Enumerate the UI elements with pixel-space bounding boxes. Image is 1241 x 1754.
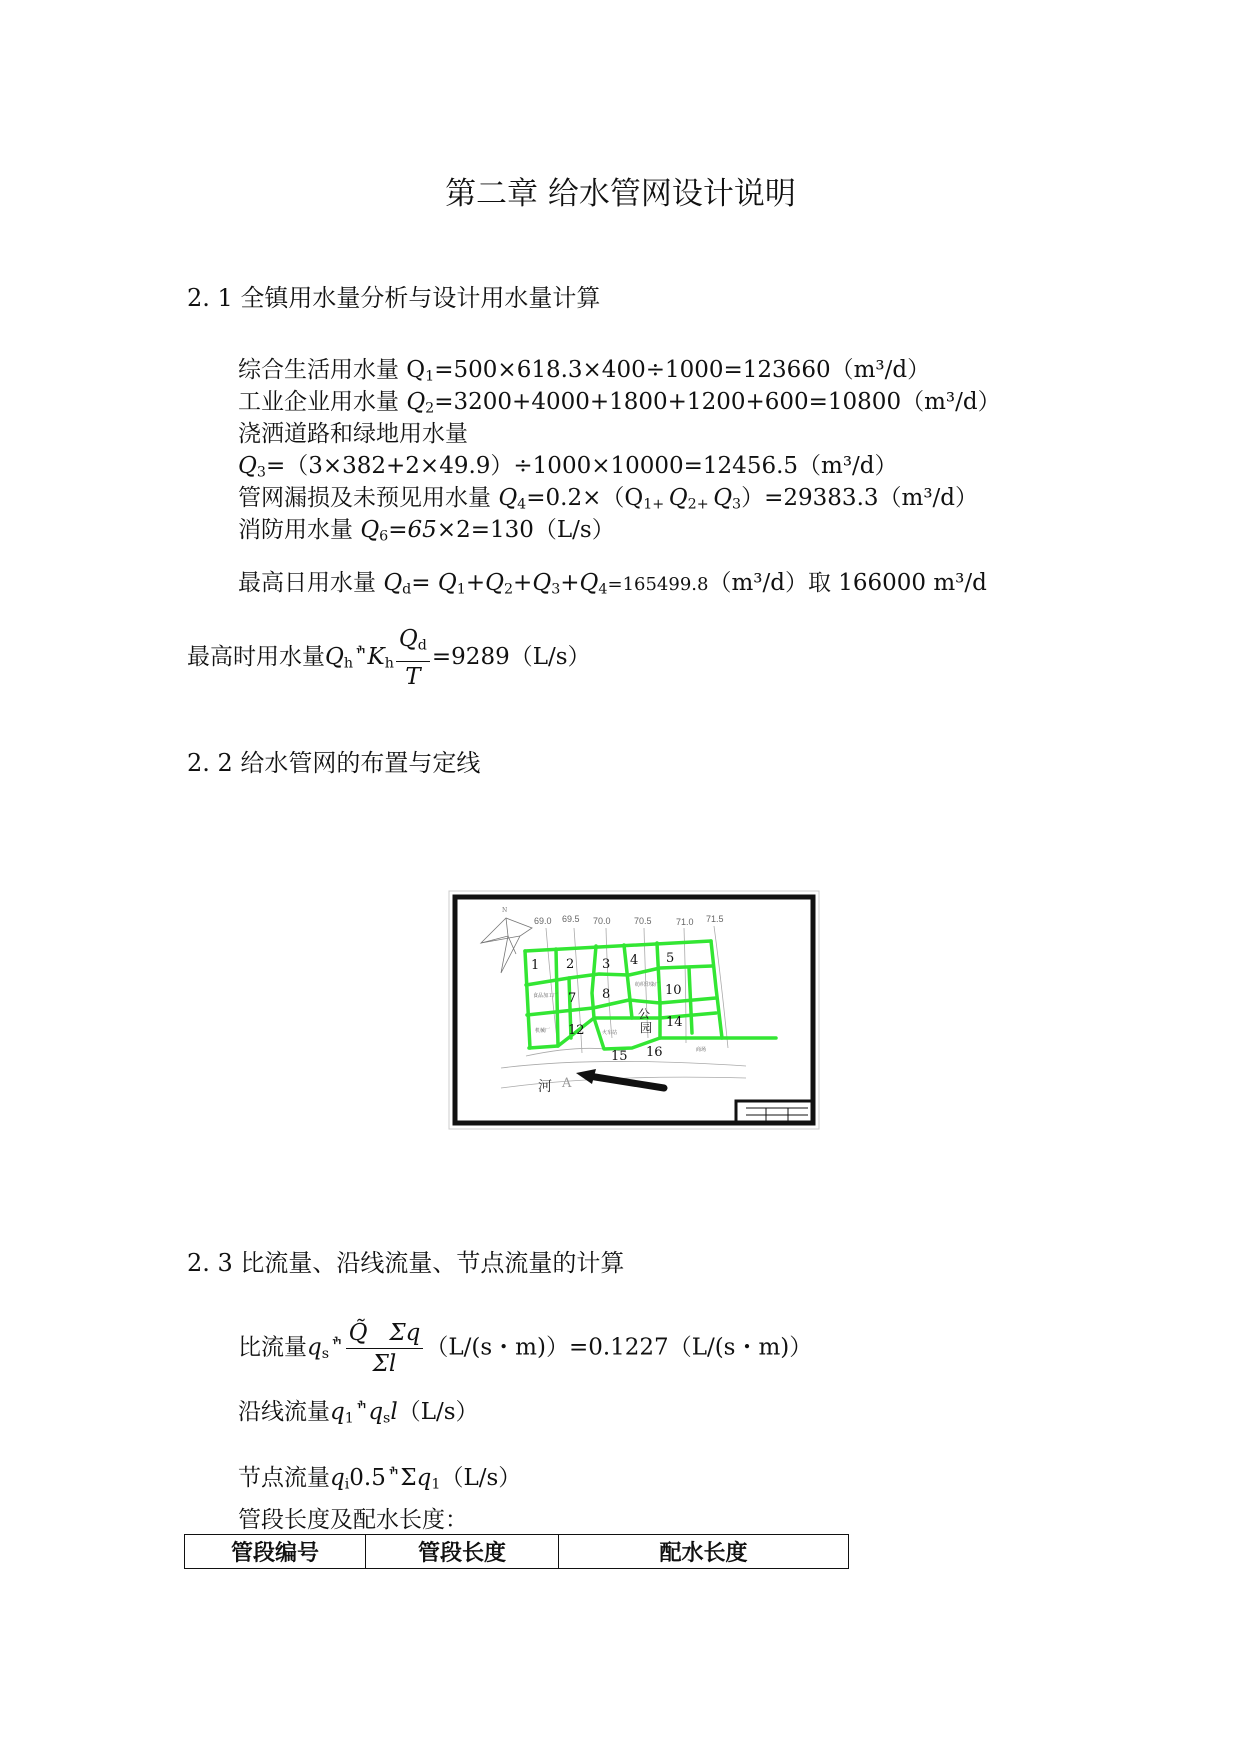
map-frame: [455, 897, 813, 1123]
table-header-cell: 管段长度: [366, 1535, 559, 1569]
block-number: 16: [646, 1045, 663, 1060]
node-flow-line: 节点流量$q_i^ׯ0.5\Sigma q_1(L/s)$: [238, 1464, 522, 1493]
contour-label: 69.0: [534, 916, 552, 926]
table-caption: 管段长度及配水长度：: [238, 1507, 468, 1533]
river-marker: A: [562, 1076, 572, 1091]
table-header-row: [185, 1535, 849, 1569]
fire-water-line: 消防用水量 $Q_6=65\times 2=130(L/s)$: [238, 517, 615, 545]
block-number: 14: [666, 1015, 683, 1030]
contour-label: 70.5: [634, 916, 652, 926]
max-daily-water-line: 最高日用水量 $Q_d= Q_1+Q_2+Q_3+Q_4=165499.8(m^3/d)$取 166000 m³/d: [238, 570, 987, 598]
facility-label: 机械厂: [535, 1028, 551, 1034]
section-heading-2-2: 2. 2 给水管网的布置与定线: [187, 749, 481, 777]
line-flow-line: 沿线流量$q_1^ׯ$ $q_sl(L/s)$: [238, 1398, 479, 1427]
domestic-water-line: 综合生活用水量 $Q_1=500\times 618.3\times 400\div 1000=123660(m^3/d)$: [238, 357, 931, 385]
block-number: 5: [666, 951, 675, 966]
table-header-cell: 配水长度: [559, 1535, 849, 1569]
contour-label: 69.5: [562, 914, 580, 924]
facility-label: 纺织印染厂: [635, 982, 661, 988]
park-label: 公: [638, 1007, 651, 1021]
facility-label: 火车站: [602, 1030, 618, 1036]
facility-label: 商场: [696, 1047, 707, 1053]
block-number: 8: [602, 987, 611, 1002]
block-number: 3: [602, 957, 611, 972]
page-title: 第二章 给水管网设计说明: [445, 176, 796, 212]
pipe-network-map: [446, 888, 822, 1132]
section-heading-2-3: 2. 3 比流量、沿线流量、节点流量的计算: [187, 1249, 625, 1277]
block-number: 4: [630, 953, 639, 968]
industrial-water-line: 工业企业用水量 $Q_2=3200+4000+1800+1200+600=10800(m^3/d)$: [238, 389, 1001, 417]
road-green-water-line: $Q_3=(3\times 382+2\times 49.9)\div 1000\times 10000=12456.5(m^3/d)$: [238, 453, 898, 481]
leakage-water-line: 管网漏损及未预见用水量 $Q_4=0.2\times(Q_{1+}$ $Q_{2+}$ $Q_3)=29383.3(m^3/d)$: [238, 485, 979, 513]
pipe-segment-table: [184, 1534, 849, 1569]
block-number: 2: [566, 957, 575, 972]
block-number: 7: [568, 991, 577, 1006]
table-header-cell: 管段编号: [185, 1535, 366, 1569]
contour-label: 70.0: [593, 916, 611, 926]
max-hourly-water-line: 最高时用水量$Q_h^ׯ$ $K_h$ $\frac{Q_d}{T}$ =9289（L/s）: [187, 626, 591, 690]
block-number: 15: [611, 1049, 628, 1064]
specific-flow-line: 比流量$q_s^ׯ$ $\frac{Q̃ \Sigma q}{\Sigma l}$ （L/(s・m)）=0.1227（L/(s・m)）: [238, 1320, 813, 1377]
contour-label: 71.5: [706, 914, 724, 924]
block-number: 12: [568, 1023, 585, 1038]
river-label: 河: [538, 1079, 552, 1095]
section-heading-2-1: 2. 1 全镇用水量分析与设计用水量计算: [187, 284, 601, 312]
park-label: 园: [640, 1021, 653, 1035]
block-number: 10: [665, 983, 682, 998]
block-number: 1: [531, 958, 540, 973]
facility-label: 食品加工厂: [533, 993, 559, 999]
road-green-water-label: 浇洒道路和绿地用水量: [238, 421, 468, 447]
contour-label: 71.0: [676, 917, 694, 927]
north-label: N: [502, 907, 508, 914]
